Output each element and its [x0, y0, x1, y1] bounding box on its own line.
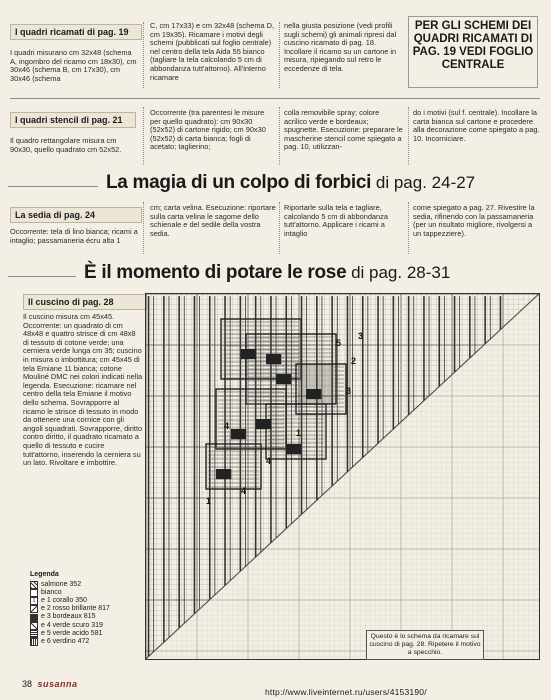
svg-text:1: 1: [296, 428, 302, 438]
sec1-col2: C, cm 17x33) e cm 32x48 (schema D, cm 19x35). Ricamare i motivi degli schemi (pubblicati sul foglio centrale) nel centro della tela Aida 55 bianco (tagliare la tela calcolando 5 cm di abbondanza tutt'attorno). All'interno ricamare: [150, 21, 275, 82]
legend-item: salmone 352: [30, 581, 140, 589]
section-label-sedia: La sedia di pag. 24: [10, 207, 142, 223]
symbol-verdino-icon: [30, 638, 38, 646]
svg-text:3: 3: [358, 331, 364, 341]
sec1-callout-box: PER GLI SCHEMI DEI QUADRI RICAMATI DI PAG. 19 VEDI FOGLIO CENTRALE: [408, 16, 538, 88]
sec3-col1: Occorrente: tela di lino bianca; ricami a intaglio; passamaneria écru alta 1: [10, 227, 138, 245]
legend-item: e 3 bordeaux 815: [30, 613, 140, 621]
symbol-verde-acido-icon: [30, 630, 38, 638]
sec3-col2: cm; carta velina. Esecuzione: riportare sulla carta velina le sagome dello schienale e del sedile della vostra sedia.: [150, 203, 276, 238]
page-number: 38: [22, 679, 33, 689]
cross-stitch-chart: [145, 293, 540, 660]
symbol-bordeaux-icon: [30, 614, 38, 622]
sec2-col4: do i motivi (sul f. centrale). Incollare la carta bianca sul cartone e procedere alla decorazione come spiegato a pag. 10. Incorniciare.: [413, 108, 540, 143]
sec3-col4: come spiegato a pag. 27. Rivestire la sedia, rifinendo con la passamaneria (per un risultato migliore, rivolgersi a un tappezziere).: [413, 203, 535, 238]
legend-item: e 2 rosso brillante 817: [30, 605, 140, 613]
page-footer: [22, 679, 78, 689]
banner-title: La magia di un colpo di forbici: [106, 172, 372, 193]
banner-rose: [8, 262, 543, 292]
svg-text:5: 5: [336, 338, 342, 348]
svg-text:4: 4: [266, 456, 272, 466]
symbol-bianco-icon: [30, 589, 38, 597]
sec1-col1: I quadri misurano cm 32x48 (schema A, ingombro del ricamo cm 18x30), cm 30x46 (schema B, cm 17x30), cm 30x46 (schema: [10, 48, 137, 83]
sec2-col3: colla removibile spray; colore acrilico verde e bordeaux; spugnette. Esecuzione: preparare le mascherine stencil come spiegato a pag. 10, utilizzan-: [284, 108, 403, 152]
banner-page: di pag. 28-31: [346, 263, 451, 282]
legend-item: e 5 verde acido 581: [30, 630, 140, 638]
symbol-rosso-icon: [30, 605, 38, 613]
section-title: I quadri ricamati di pag. 19: [15, 27, 129, 37]
sec2-col1: Il quadro rettangolare misura cm 90x30, quello quadrato cm 52x52.: [10, 136, 122, 154]
symbol-corallo-icon: 1: [30, 597, 38, 605]
sec3-col3: Riportarle sulla tela e tagliare, calcolando 5 cm di abbondanza tutt'attorno. Applicare i ricami a intaglio: [284, 203, 388, 238]
svg-text:4: 4: [241, 486, 247, 496]
symbol-salmone-icon: [30, 581, 38, 589]
svg-text:3: 3: [346, 386, 352, 396]
brand-name: susanna: [37, 679, 78, 689]
svg-text:2: 2: [351, 356, 357, 366]
section-label-quadri-ricamati: [10, 24, 142, 40]
legend-item: 1 e 1 corallo 350: [30, 597, 140, 605]
watermark-url: http://www.liveinternet.ru/users/4153190/: [265, 687, 427, 697]
banner-page: di pag. 24-27: [371, 173, 476, 192]
section-label-cuscino: Il cuscino di pag. 28: [23, 294, 147, 310]
legend-title: Legenda: [30, 571, 59, 578]
symbol-verde-scuro-icon: [30, 622, 38, 630]
sec1-col3: nella giusta posizione (vedi profili sugli schemi) gli animali ripresi dal cuscino ricamato di pag. 18. Incollare il ricamo su un cartone in misura, ripiegando sul retro le eccedenze di tela.: [284, 21, 397, 73]
legend-item: bianco: [30, 589, 140, 597]
svg-text:1: 1: [206, 496, 212, 506]
sec4-body: Il cuscino misura cm 45x45. Occorrente: un quadrato di cm 48x48 e quattro strisce di cm 48x8 di tessuto di cotone verde; una cerniera verde lunga cm 35; cuscino in misura o imbottitura; cm 45x45 di tela Emiane 11 bianca; cotone Mouliné DMC nei colori indicati nella legenda. Esecuzione: ricamare nel centro della tela Emiane il motivo dello schema. Sovrapporre al ricamo le strisce di tessuto in modo da ottenere una cornice con gli angoli squadrati. Sovrapporre, diritto contro diritto, il quadrato ricamato a quello di tessuto e cucire tutt'attorno, inserendo la cerniera su un lato. Rivoltare e imbottire.: [23, 312, 143, 468]
section-label-quadri-stencil: I quadri stencil di pag. 21: [10, 112, 136, 128]
legend-item: e 4 verde scuro 319: [30, 622, 140, 630]
legend-item: e 6 verdino 472: [30, 638, 140, 646]
legend: [30, 571, 140, 646]
chart-caption: Questo è lo schema da ricamare sul cuscino di pag. 28. Ripetere il motivo a specchio.: [366, 630, 484, 660]
chart-svg: [146, 294, 539, 659]
svg-text:4: 4: [224, 421, 230, 431]
banner-forbici: [8, 172, 543, 202]
sec2-col2: Occorrente (tra parentesi le misure per quello quadrato): cm 90x30 (52x52) di cartone rigido; cm 90x30 (52x52) di carta bianca; fogli di acetato; taglierino;: [150, 108, 266, 152]
banner-title: È il momento di potare le rose: [84, 262, 347, 283]
